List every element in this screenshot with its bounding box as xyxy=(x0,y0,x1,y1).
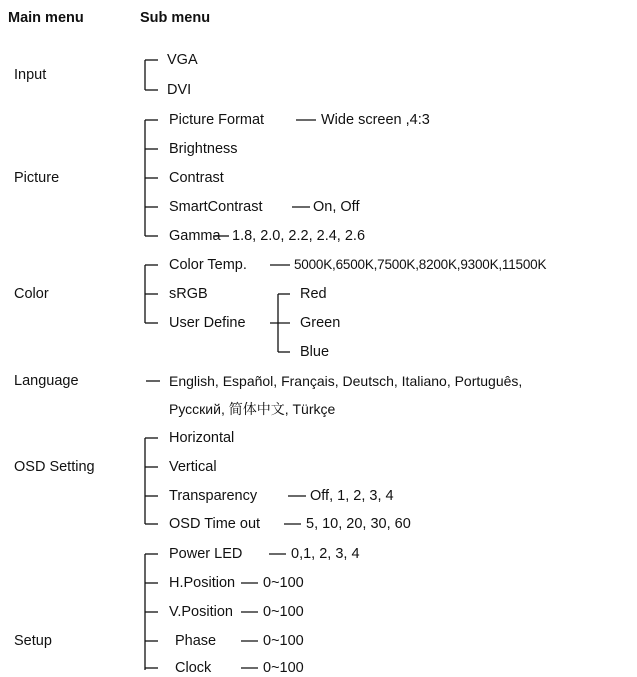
sub-item-dvi: DVI xyxy=(167,82,192,98)
user-define-red: Red xyxy=(300,286,327,302)
main-menu-header: Main menu xyxy=(8,10,84,26)
v-position-values: 0~100 xyxy=(263,604,304,620)
smartcontrast-values: On, Off xyxy=(313,199,360,215)
sub-item-user-define: User Define xyxy=(169,315,246,331)
main-item-setup: Setup xyxy=(14,633,52,649)
color-temp-values: 5000K,6500K,7500K,8200K,9300K,11500K xyxy=(294,257,547,272)
sub-item-osd-time-out: OSD Time out xyxy=(169,516,261,532)
main-item-color: Color xyxy=(14,286,49,302)
sub-item-gamma: Gamma xyxy=(169,228,221,244)
sub-item-smartcontrast: SmartContrast xyxy=(169,199,263,215)
phase-values: 0~100 xyxy=(263,633,304,649)
sub-item-clock: Clock xyxy=(175,660,212,676)
sub-item-vertical: Vertical xyxy=(169,459,217,475)
user-define-blue: Blue xyxy=(300,344,330,360)
picture-format-values: Wide screen ,4:3 xyxy=(321,112,430,128)
sub-item-phase: Phase xyxy=(175,633,217,649)
language-list-line2: Русский, 简体中文, Türkçe xyxy=(169,401,336,417)
user-define-green: Green xyxy=(300,315,341,331)
clock-values: 0~100 xyxy=(263,660,304,676)
gamma-values: 1.8, 2.0, 2.2, 2.4, 2.6 xyxy=(232,228,366,244)
power-led-values: 0,1, 2, 3, 4 xyxy=(291,546,360,562)
language-list-line1: English, Español, Français, Deutsch, Italiano, Português, xyxy=(169,373,523,389)
main-item-osd-setting: OSD Setting xyxy=(14,459,95,475)
main-item-language: Language xyxy=(14,373,79,389)
sub-item-picture-format: Picture Format xyxy=(169,112,265,128)
sub-item-h-position: H.Position xyxy=(169,575,236,591)
sub-menu-header: Sub menu xyxy=(140,10,211,26)
transparency-values: Off, 1, 2, 3, 4 xyxy=(310,488,394,504)
osd-time-out-values: 5, 10, 20, 30, 60 xyxy=(306,516,411,532)
main-item-input: Input xyxy=(14,67,47,83)
sub-item-vga: VGA xyxy=(167,52,198,68)
sub-item-color-temp: Color Temp. xyxy=(169,257,247,273)
sub-item-v-position: V.Position xyxy=(169,604,233,620)
sub-item-transparency: Transparency xyxy=(169,488,258,504)
sub-item-power-led: Power LED xyxy=(169,546,243,562)
sub-item-srgb: sRGB xyxy=(169,286,208,302)
h-position-values: 0~100 xyxy=(263,575,304,591)
main-item-picture: Picture xyxy=(14,170,60,186)
sub-item-contrast: Contrast xyxy=(169,170,224,186)
sub-item-horizontal: Horizontal xyxy=(169,430,235,446)
sub-item-brightness: Brightness xyxy=(169,141,238,157)
